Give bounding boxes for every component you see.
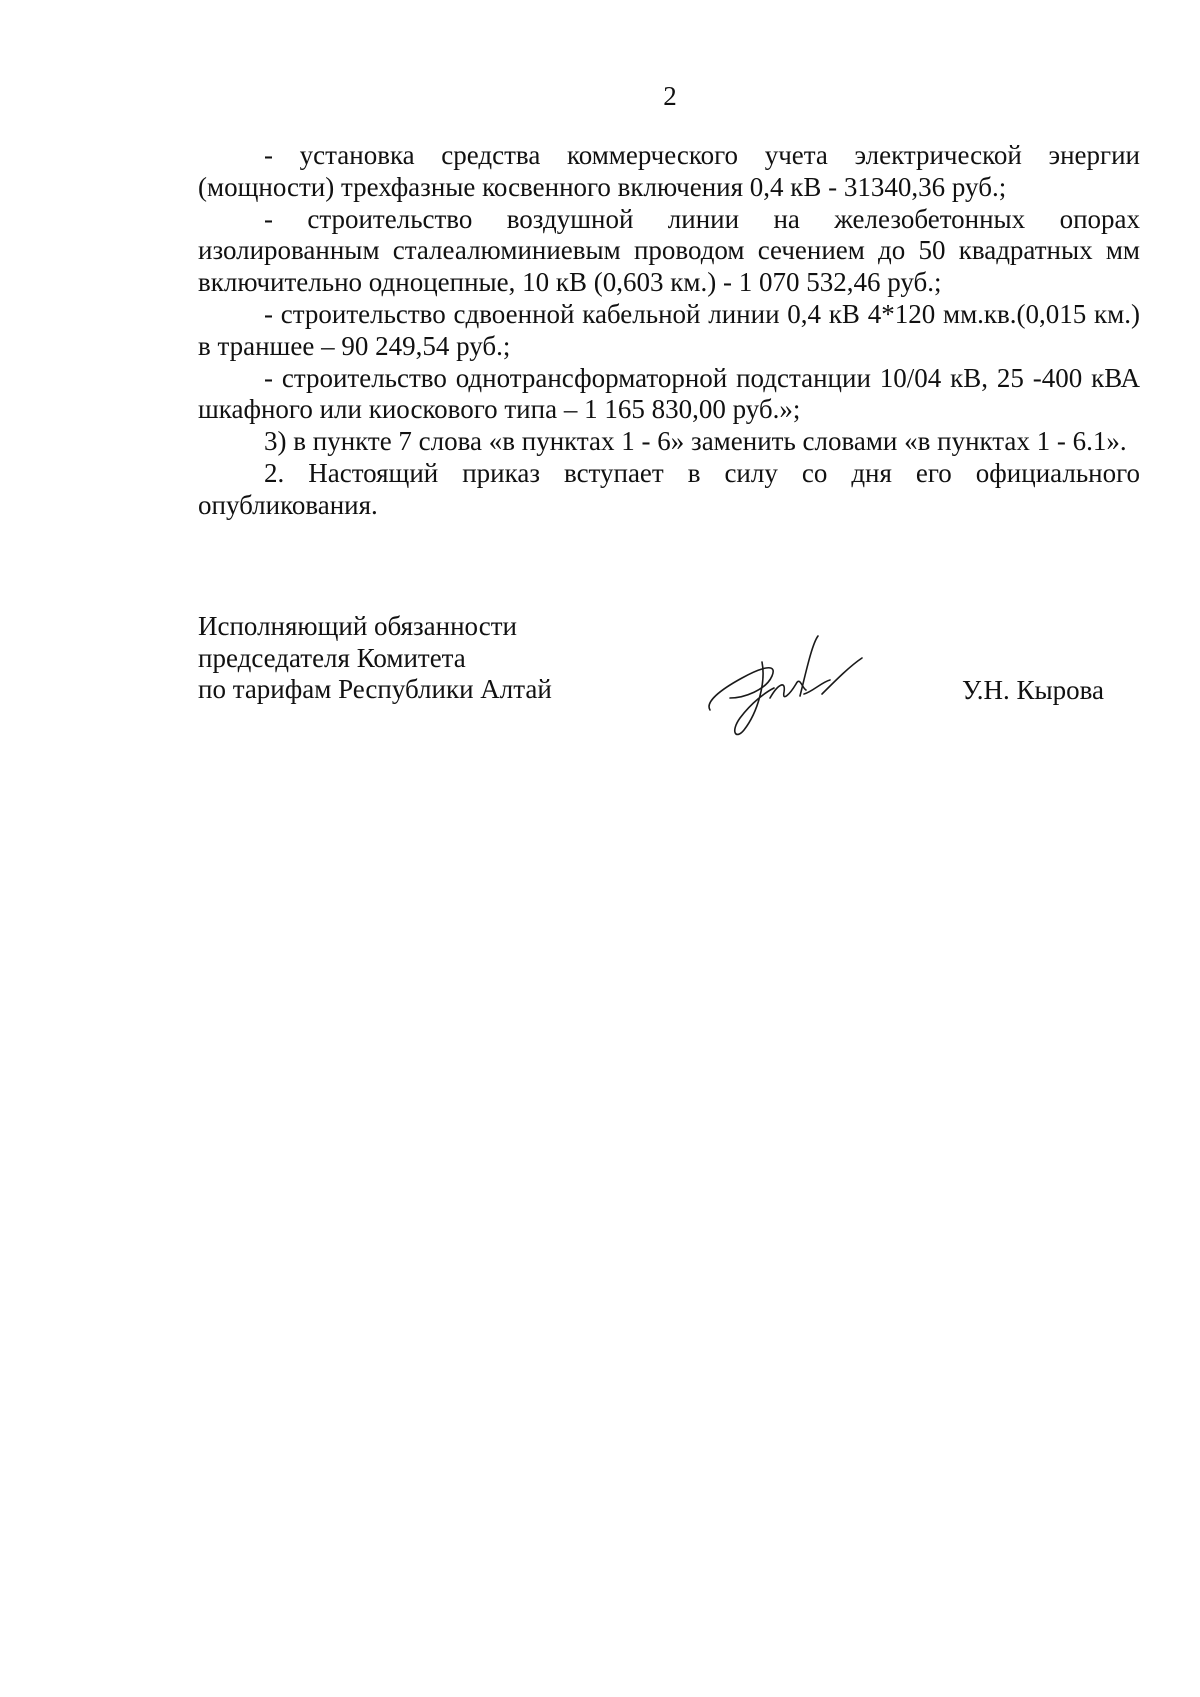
signatory-name: У.Н. Кырова <box>962 675 1104 705</box>
paragraph-clause-7-amendment: 3) в пункте 7 слова «в пунктах 1 - 6» заменить словами «в пунктах 1 - 6.1». <box>264 426 1127 457</box>
document-body <box>198 140 1140 522</box>
paragraph-effective-date: 2. Настоящий приказ вступает в силу со дня его официального опубликования. <box>198 457 1140 520</box>
signatory-position-line: председателя Комитета <box>198 642 466 673</box>
paragraph-overhead-line: - строительство воздушной линии на железобетонных опорах изолированным сталеалюминиевым проводом сечением до 50 квадратных мм включительно одноцепные, 10 кВ (0,603 км.) - 1 070 532,46 руб.; <box>198 203 1140 298</box>
page-number: 2 <box>663 81 677 111</box>
signatory-position-line: Исполняющий обязанности <box>198 611 517 641</box>
signatory-position <box>198 611 552 706</box>
signatory-position-line: по тарифам Республики Алтай <box>198 674 552 704</box>
handwritten-signature <box>700 632 870 747</box>
paragraph-metering-installation: - установка средства коммерческого учета электрической энергии (мощности) трехфазные косвенного включения 0,4 кВ - 31340,36 руб.; <box>198 140 1140 202</box>
paragraph-substation: - строительство однотрансформаторной подстанции 10/04 кВ, 25 -400 кВА шкафного или киоскового типа – 1 165 830,00 руб.»; <box>198 362 1140 425</box>
paragraph-cable-line: - строительство сдвоенной кабельной линии 0,4 кВ 4*120 мм.кв.(0,015 км.) в траншее – 90 249,54 руб.; <box>198 298 1140 361</box>
